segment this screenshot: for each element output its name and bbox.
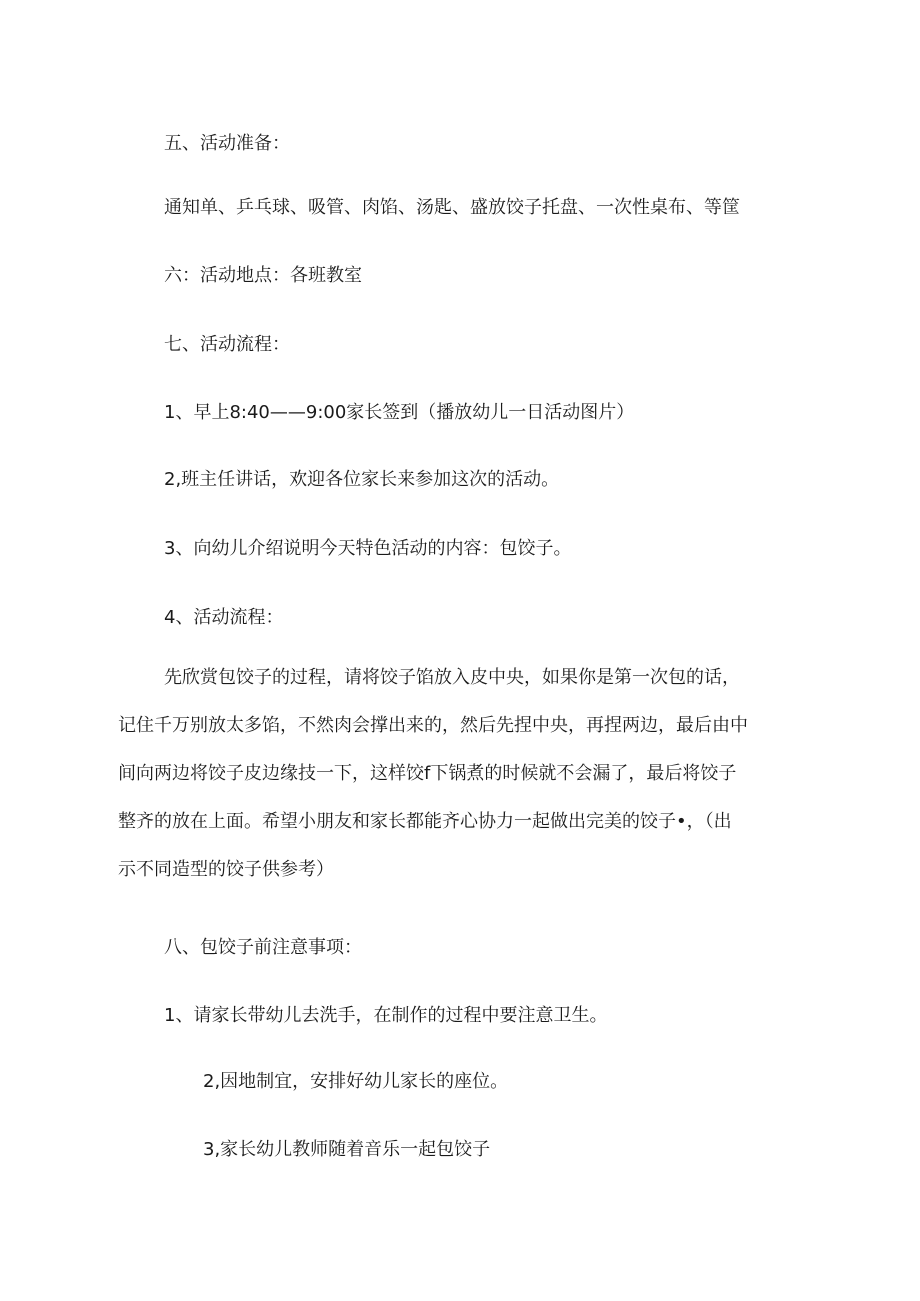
paragraph-line: 示不同造型的饺子供参考） [118, 859, 334, 880]
step-4: 4、活动流程： [164, 607, 284, 628]
section5-heading: 五、活动准备： [164, 133, 290, 154]
step-1: 1、早上8:40——9:00家长签到（播放幼儿一日活动图片） [164, 402, 635, 423]
note-1: 1、请家长带幼儿去洗手，在制作的过程中要注意卫生。 [164, 1005, 608, 1026]
paragraph-line: 记住千万别放太多馅，不然肉会撑出来的，然后先捏中央，再捏两边，最后由中 [118, 715, 748, 736]
section8-heading: 八、包饺子前注意事项： [164, 937, 362, 958]
paragraph-line: 先欣赏包饺子的过程，请将饺子馅放入皮中央，如果你是第一次包的话， [164, 667, 740, 688]
paragraph-line: 整齐的放在上面。希望小朋友和家长都能齐心协力一起做出完美的饺子•，（出 [118, 811, 732, 832]
step-3: 3、向幼儿介绍说明今天特色活动的内容：包饺子。 [164, 538, 572, 559]
note-2: 2,因地制宜，安排好幼儿家长的座位。 [203, 1071, 509, 1092]
process-paragraph [118, 666, 778, 906]
note-3: 3,家长幼儿教师随着音乐一起包饺子 [203, 1139, 491, 1160]
location-line: 六：活动地点：各班教室 [164, 265, 362, 286]
paragraph-line: 间向两边将饺子皮边缘技一下，这样饺f下锅煮的时候就不会漏了，最后将饺子 [118, 763, 737, 784]
section7-heading: 七、活动流程： [164, 334, 290, 355]
materials-list: 通知单、乒乓球、吸管、肉馅、汤匙、盛放饺子托盘、一次性桌布、等筐 [164, 197, 740, 218]
step-2: 2,班主任讲话，欢迎各位家长来参加这次的活动。 [164, 469, 560, 490]
